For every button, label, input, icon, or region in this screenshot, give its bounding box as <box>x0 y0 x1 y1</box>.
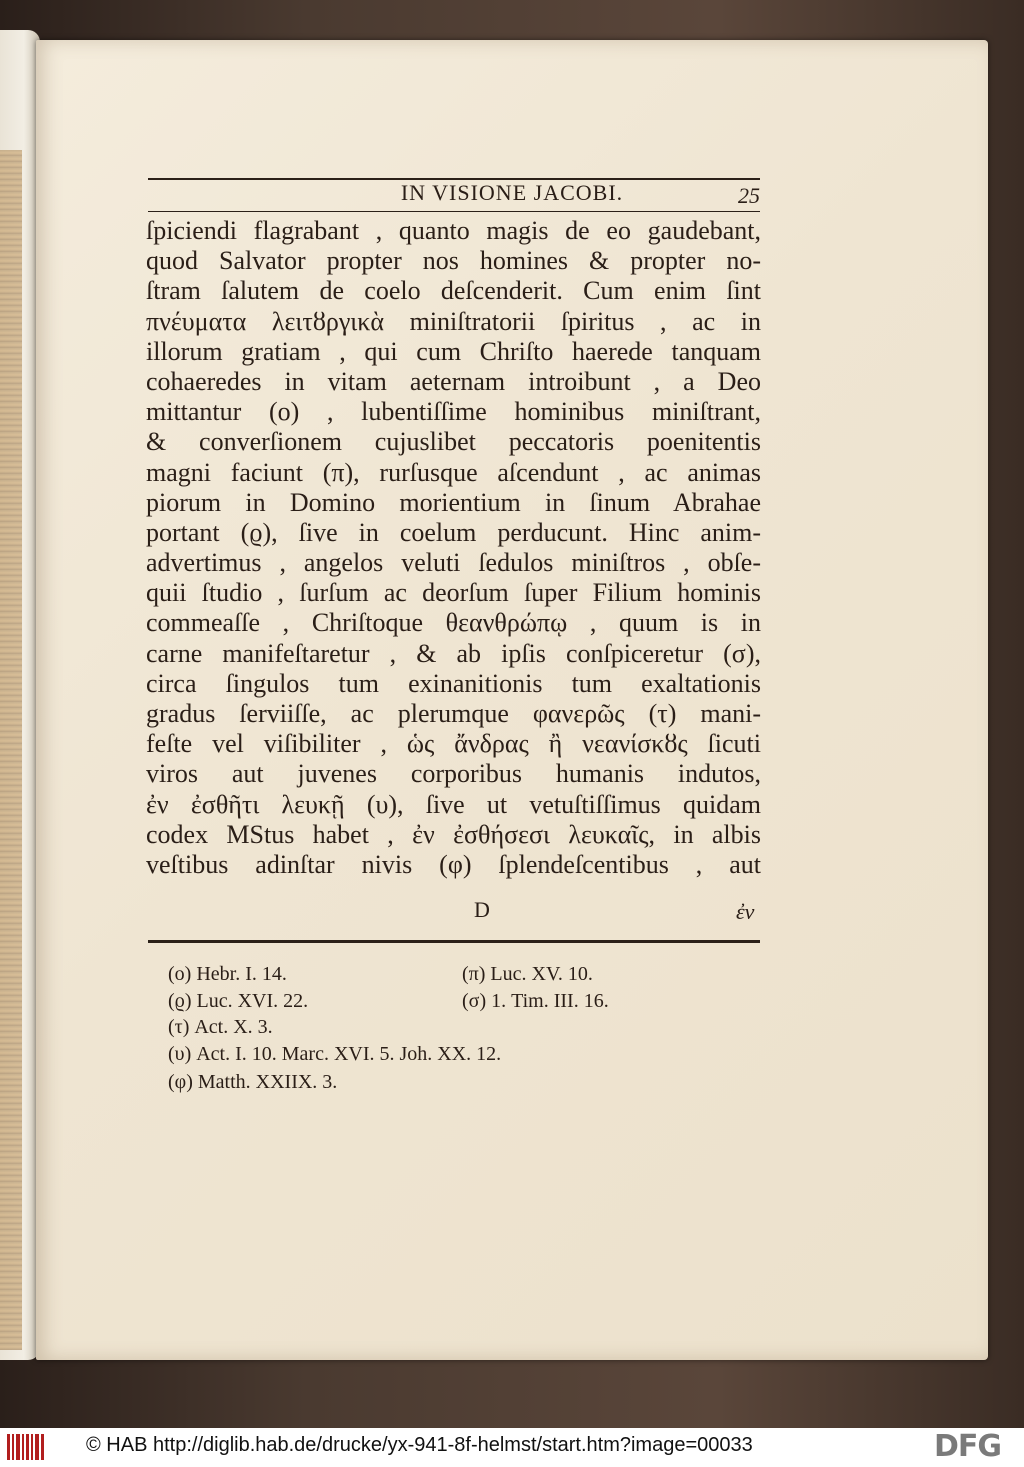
footnote-tau <box>168 1016 273 1039</box>
footnote-marker: (σ) <box>462 990 487 1012</box>
text-line: piorum in Domino morientium in ſinum Abrahae <box>146 487 761 517</box>
text-line: mittantur (ο) , lubentiſſime hominibus miniſtrant, <box>146 397 761 427</box>
running-title: IN VISIONE JACOBI. <box>400 180 624 205</box>
catchword: ἐν <box>736 899 755 924</box>
footnote-marker: (φ) <box>168 1071 193 1093</box>
footnote-reference: Matth. XXIIX. 3. <box>197 1071 338 1093</box>
text-line: ſtram ſalutem de coelo deſcenderit. Cum enim ſint <box>146 276 761 306</box>
footnote-upsilon <box>168 1043 501 1066</box>
footnote-marker: (ϱ) <box>168 990 192 1012</box>
footnote-reference: Hebr. I. 14. <box>196 963 287 985</box>
footnote-reference: Act. X. 3. <box>194 1016 273 1038</box>
text-line: illorum gratiam , qui cum Chriſto haerede tanquam <box>146 336 761 366</box>
text-line: commeaſſe , Chriſtoque θεανθρώπῳ , quum is in <box>146 608 761 638</box>
footnote-pi <box>462 963 593 986</box>
text-line: quii ſtudio , ſurſum ac deorſum ſuper Filium hominis <box>146 578 761 608</box>
footnote-reference: Luc. XVI. 22. <box>196 990 309 1012</box>
text-line: carne manifeſtaretur , & ab ipſis conſpiceretur (σ), <box>146 638 761 668</box>
footnote-reference: Luc. XV. 10. <box>490 963 593 985</box>
source-link[interactable]: © HAB http://diglib.hab.de/drucke/yx-941-8f-helmst/start.htm?image=00033 <box>86 1434 753 1456</box>
dfg-logo: DFG <box>934 1429 1002 1464</box>
footnote-phi <box>168 1071 337 1094</box>
footnote-reference: Act. I. 10. Marc. XVI. 5. Joh. XX. 12. <box>196 1043 502 1065</box>
page-edge-texture <box>0 150 22 1350</box>
body-text <box>146 216 761 880</box>
text-line: feſte vel viſibiliter , ὡς ἄνδρας ἢ νεανίσκȣς ſicuti <box>146 729 761 759</box>
footnote-marker: (ο) <box>168 963 192 985</box>
text-line: viros aut juvenes corporibus humanis indutos, <box>146 759 761 789</box>
footnote-o <box>168 963 287 986</box>
footnote-marker: (π) <box>462 963 486 985</box>
text-line: ἐν ἐσθῆτι λευκῇ (υ), ſive ut vetuſtiſſimus quidam <box>146 789 761 819</box>
text-line: circa ſingulos tum exinanitionis tum exaltationis <box>146 668 761 698</box>
text-line: quod Salvator propter nos homines & propter no- <box>146 246 761 276</box>
text-line: cohaeredes in vitam aeternam introibunt , a Deo <box>146 366 761 396</box>
signature-mark: D <box>474 897 490 922</box>
text-line: magni faciunt (π), rurſusque aſcendunt , ac animas <box>146 457 761 487</box>
footnote-rule <box>148 940 760 943</box>
text-line: portant (ϱ), ſive in coelum perducunt. Hinc anim- <box>146 517 761 547</box>
text-line: & converſionem cujuslibet peccatoris poenitentis <box>146 427 761 457</box>
text-line: πνέυματα λειτȣργικὰ miniſtratorii ſpiritus , ac in <box>146 306 761 336</box>
footnote-sigma <box>462 990 609 1013</box>
text-line: advertimus , angelos veluti ſedulos miniſtros , obſe- <box>146 548 761 578</box>
text-line: codex MStus habet , ἐν ἐσθήσεσι λευκαῖς, in albis <box>146 819 761 849</box>
text-line: veſtibus adinſtar nivis (φ) ſplendeſcentibus , aut <box>146 849 761 879</box>
footnote-marker: (υ) <box>168 1043 192 1065</box>
footnote-marker: (τ) <box>168 1016 190 1038</box>
header-rule-bottom <box>148 211 760 212</box>
text-line: ſpiciendi flagrabant , quanto magis de eo gaudebant, <box>146 216 761 245</box>
footnote-rho <box>168 990 308 1013</box>
footnote-reference: 1. Tim. III. 16. <box>491 990 609 1012</box>
barcode-icon <box>6 1432 46 1462</box>
page-number: 25 <box>738 183 760 208</box>
text-line: gradus ſerviiſſe, ac plerumque φανερῶς (τ) mani- <box>146 699 761 728</box>
